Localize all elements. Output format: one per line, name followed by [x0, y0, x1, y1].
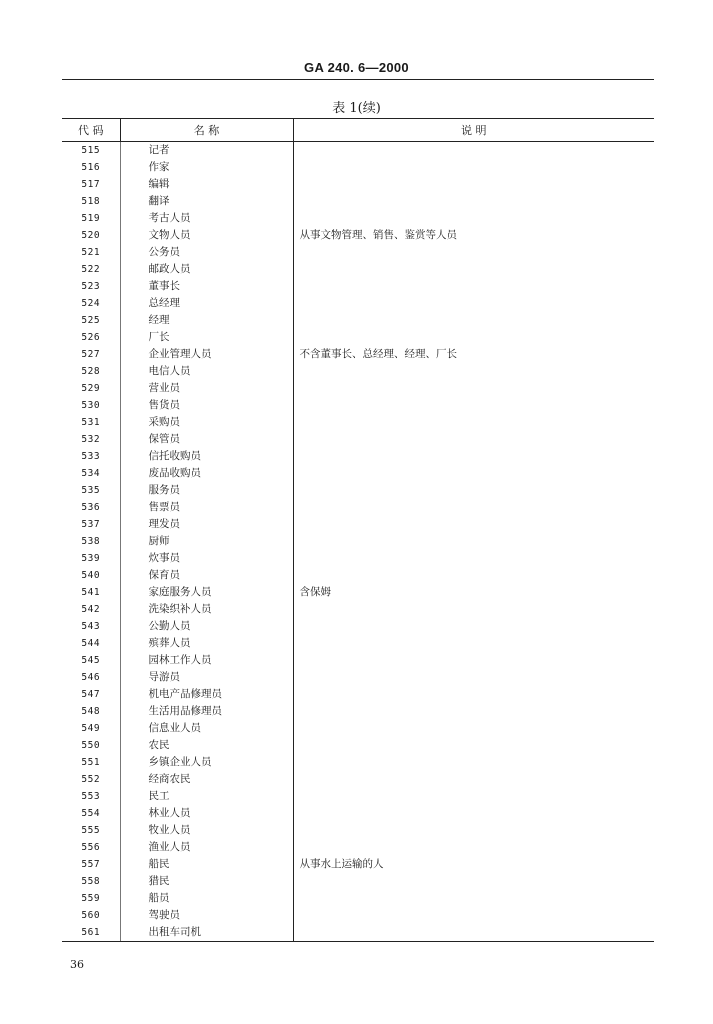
- cell-name: 保管员: [120, 431, 293, 448]
- cell-note: [293, 907, 654, 924]
- cell-code: 554: [81, 808, 101, 819]
- cell-name: 企业管理人员: [120, 346, 293, 363]
- table-row: [62, 822, 654, 839]
- cell-name: 考古人员: [120, 210, 293, 227]
- cell-code: 560: [81, 910, 101, 921]
- cell-note: [293, 431, 654, 448]
- cell-code: 555: [81, 825, 101, 836]
- cell-code: 552: [81, 774, 101, 785]
- cell-code: 518: [81, 196, 101, 207]
- cell-name: 出租车司机: [120, 924, 293, 942]
- cell-code: 524: [81, 298, 101, 309]
- cell-note: [293, 635, 654, 652]
- cell-note: 从事水上运输的人: [293, 856, 654, 873]
- table-row: [62, 771, 654, 788]
- cell-code: 553: [81, 791, 101, 802]
- cell-note: [293, 890, 654, 907]
- table-row: [62, 550, 654, 567]
- cell-code: 517: [81, 179, 101, 190]
- table-row: [62, 244, 654, 261]
- cell-note: [293, 465, 654, 482]
- cell-name: 民工: [120, 788, 293, 805]
- cell-code: 531: [81, 417, 101, 428]
- cell-name: 采购员: [120, 414, 293, 431]
- table-row: [62, 210, 654, 227]
- cell-name: 厂长: [120, 329, 293, 346]
- cell-name: 编辑: [120, 176, 293, 193]
- cell-note: [293, 618, 654, 635]
- table-row: [62, 856, 654, 873]
- table-row: [62, 431, 654, 448]
- cell-name: 生活用品修理员: [120, 703, 293, 720]
- table-row: [62, 618, 654, 635]
- table-row: [62, 329, 654, 346]
- cell-note: [293, 652, 654, 669]
- table-row: [62, 380, 654, 397]
- page-number: 36: [70, 958, 84, 971]
- standard-code: GA 240. 6—2000: [304, 60, 409, 75]
- table-row: [62, 890, 654, 907]
- cell-name: 经理: [120, 312, 293, 329]
- cell-name: 作家: [120, 159, 293, 176]
- cell-name: 总经理: [120, 295, 293, 312]
- cell-name: 炊事员: [120, 550, 293, 567]
- cell-code: 534: [81, 468, 101, 479]
- table-row: [62, 669, 654, 686]
- cell-code: 523: [81, 281, 101, 292]
- table-row: [62, 465, 654, 482]
- cell-code: 515: [81, 145, 101, 156]
- cell-note: [293, 295, 654, 312]
- table-row: [62, 278, 654, 295]
- cell-name: 公务员: [120, 244, 293, 261]
- cell-code: 535: [81, 485, 101, 496]
- cell-code: 540: [81, 570, 101, 581]
- cell-name: 信息业人员: [120, 720, 293, 737]
- cell-note: [293, 839, 654, 856]
- cell-note: [293, 703, 654, 720]
- table-row: [62, 397, 654, 414]
- table-row: [62, 159, 654, 176]
- cell-note: [293, 278, 654, 295]
- cell-note: 含保姆: [293, 584, 654, 601]
- cell-name: 殡葬人员: [120, 635, 293, 652]
- column-header-code: 代 码: [62, 119, 120, 142]
- table-row: [62, 601, 654, 618]
- cell-name: 机电产品修理员: [120, 686, 293, 703]
- cell-note: [293, 261, 654, 278]
- cell-note: [293, 312, 654, 329]
- cell-code: 522: [81, 264, 101, 275]
- table-row: [62, 652, 654, 669]
- table-row: [62, 720, 654, 737]
- cell-name: 驾驶员: [120, 907, 293, 924]
- cell-name: 乡镇企业人员: [120, 754, 293, 771]
- table-row: [62, 737, 654, 754]
- cell-note: [293, 516, 654, 533]
- cell-note: [293, 159, 654, 176]
- cell-code: 556: [81, 842, 101, 853]
- cell-code: 521: [81, 247, 101, 258]
- header-rule: [62, 79, 654, 80]
- table-row: [62, 567, 654, 584]
- cell-name: 服务员: [120, 482, 293, 499]
- cell-note: [293, 448, 654, 465]
- cell-code: 551: [81, 757, 101, 768]
- cell-name: 经商农民: [120, 771, 293, 788]
- table-row: [62, 227, 654, 244]
- cell-note: 不含董事长、总经理、经理、厂长: [293, 346, 654, 363]
- cell-name: 林业人员: [120, 805, 293, 822]
- cell-code: 533: [81, 451, 101, 462]
- cell-name: 厨师: [120, 533, 293, 550]
- table-row: [62, 363, 654, 380]
- cell-note: [293, 601, 654, 618]
- table-row: [62, 414, 654, 431]
- cell-code: 526: [81, 332, 101, 343]
- table-row: [62, 754, 654, 771]
- cell-note: [293, 329, 654, 346]
- cell-note: [293, 788, 654, 805]
- cell-note: [293, 210, 654, 227]
- cell-name: 售货员: [120, 397, 293, 414]
- table-row: [62, 907, 654, 924]
- cell-note: [293, 244, 654, 261]
- cell-name: 邮政人员: [120, 261, 293, 278]
- cell-code: 557: [81, 859, 101, 870]
- cell-name: 翻译: [120, 193, 293, 210]
- cell-name: 售票员: [120, 499, 293, 516]
- cell-code: 530: [81, 400, 101, 411]
- cell-code: 543: [81, 621, 101, 632]
- cell-note: [293, 873, 654, 890]
- cell-name: 牧业人员: [120, 822, 293, 839]
- cell-name: 船民: [120, 856, 293, 873]
- cell-note: [293, 380, 654, 397]
- cell-name: 渔业人员: [120, 839, 293, 856]
- cell-note: [293, 720, 654, 737]
- table-row: [62, 584, 654, 601]
- cell-name: 导游员: [120, 669, 293, 686]
- cell-code: 539: [81, 553, 101, 564]
- cell-note: [293, 550, 654, 567]
- cell-name: 董事长: [120, 278, 293, 295]
- cell-code: 525: [81, 315, 101, 326]
- cell-note: [293, 771, 654, 788]
- table-row: [62, 924, 654, 942]
- cell-note: [293, 482, 654, 499]
- cell-code: 559: [81, 893, 101, 904]
- cell-name: 公勤人员: [120, 618, 293, 635]
- cell-note: [293, 737, 654, 754]
- table-row: [62, 482, 654, 499]
- cell-name: 保育员: [120, 567, 293, 584]
- cell-code: 558: [81, 876, 101, 887]
- cell-note: [293, 142, 654, 160]
- cell-code: 545: [81, 655, 101, 666]
- cell-code: 550: [81, 740, 101, 751]
- cell-name: 洗染织补人员: [120, 601, 293, 618]
- cell-code: 532: [81, 434, 101, 445]
- cell-name: 理发员: [120, 516, 293, 533]
- cell-note: [293, 193, 654, 210]
- cell-note: [293, 686, 654, 703]
- cell-name: 营业员: [120, 380, 293, 397]
- table-row: [62, 533, 654, 550]
- table-row: [62, 448, 654, 465]
- cell-note: [293, 363, 654, 380]
- table-row: [62, 499, 654, 516]
- table-row: [62, 839, 654, 856]
- table-row: [62, 312, 654, 329]
- table-row: [62, 635, 654, 652]
- table-row: [62, 176, 654, 193]
- cell-note: [293, 533, 654, 550]
- cell-code: 538: [81, 536, 101, 547]
- cell-code: 516: [81, 162, 101, 173]
- cell-code: 520: [81, 230, 101, 241]
- table-row: [62, 686, 654, 703]
- cell-name: 农民: [120, 737, 293, 754]
- cell-note: [293, 924, 654, 942]
- table-row: [62, 516, 654, 533]
- cell-note: [293, 754, 654, 771]
- cell-code: 544: [81, 638, 101, 649]
- table-row: [62, 346, 654, 363]
- cell-name: 猎民: [120, 873, 293, 890]
- cell-code: 519: [81, 213, 101, 224]
- cell-name: 记者: [120, 142, 293, 160]
- column-header-name: 名 称: [120, 119, 293, 142]
- cell-note: [293, 176, 654, 193]
- table-row: [62, 142, 654, 160]
- cell-note: [293, 567, 654, 584]
- cell-code: 528: [81, 366, 101, 377]
- cell-code: 547: [81, 689, 101, 700]
- cell-code: 536: [81, 502, 101, 513]
- cell-name: 电信人员: [120, 363, 293, 380]
- occupation-table-container: [62, 118, 654, 945]
- table-body: [62, 142, 654, 942]
- table-row: [62, 193, 654, 210]
- cell-code: 529: [81, 383, 101, 394]
- cell-code: 549: [81, 723, 101, 734]
- cell-code: 546: [81, 672, 101, 683]
- cell-note: [293, 669, 654, 686]
- table-row: [62, 703, 654, 720]
- table-row: [62, 805, 654, 822]
- cell-name: 园林工作人员: [120, 652, 293, 669]
- cell-note: [293, 414, 654, 431]
- table-header-row: [62, 119, 654, 142]
- cell-code: 561: [62, 924, 120, 942]
- column-header-note: 说 明: [293, 119, 654, 142]
- cell-note: [293, 499, 654, 516]
- cell-code: 541: [81, 587, 101, 598]
- table-row: [62, 261, 654, 278]
- cell-code: 542: [81, 604, 101, 615]
- cell-note: [293, 397, 654, 414]
- cell-code: 527: [81, 349, 101, 360]
- table-row: [62, 873, 654, 890]
- cell-note: 从事文物管理、销售、鉴赏等人员: [293, 227, 654, 244]
- cell-name: 文物人员: [120, 227, 293, 244]
- cell-name: 废品收购员: [120, 465, 293, 482]
- cell-name: 船员: [120, 890, 293, 907]
- cell-code: 548: [81, 706, 101, 717]
- table-row: [62, 788, 654, 805]
- cell-note: [293, 822, 654, 839]
- cell-code: 537: [81, 519, 101, 530]
- cell-name: 信托收购员: [120, 448, 293, 465]
- table-caption: 表 1(续): [332, 101, 381, 116]
- occupation-table: [62, 118, 654, 942]
- table-row: [62, 295, 654, 312]
- cell-name: 家庭服务人员: [120, 584, 293, 601]
- cell-note: [293, 805, 654, 822]
